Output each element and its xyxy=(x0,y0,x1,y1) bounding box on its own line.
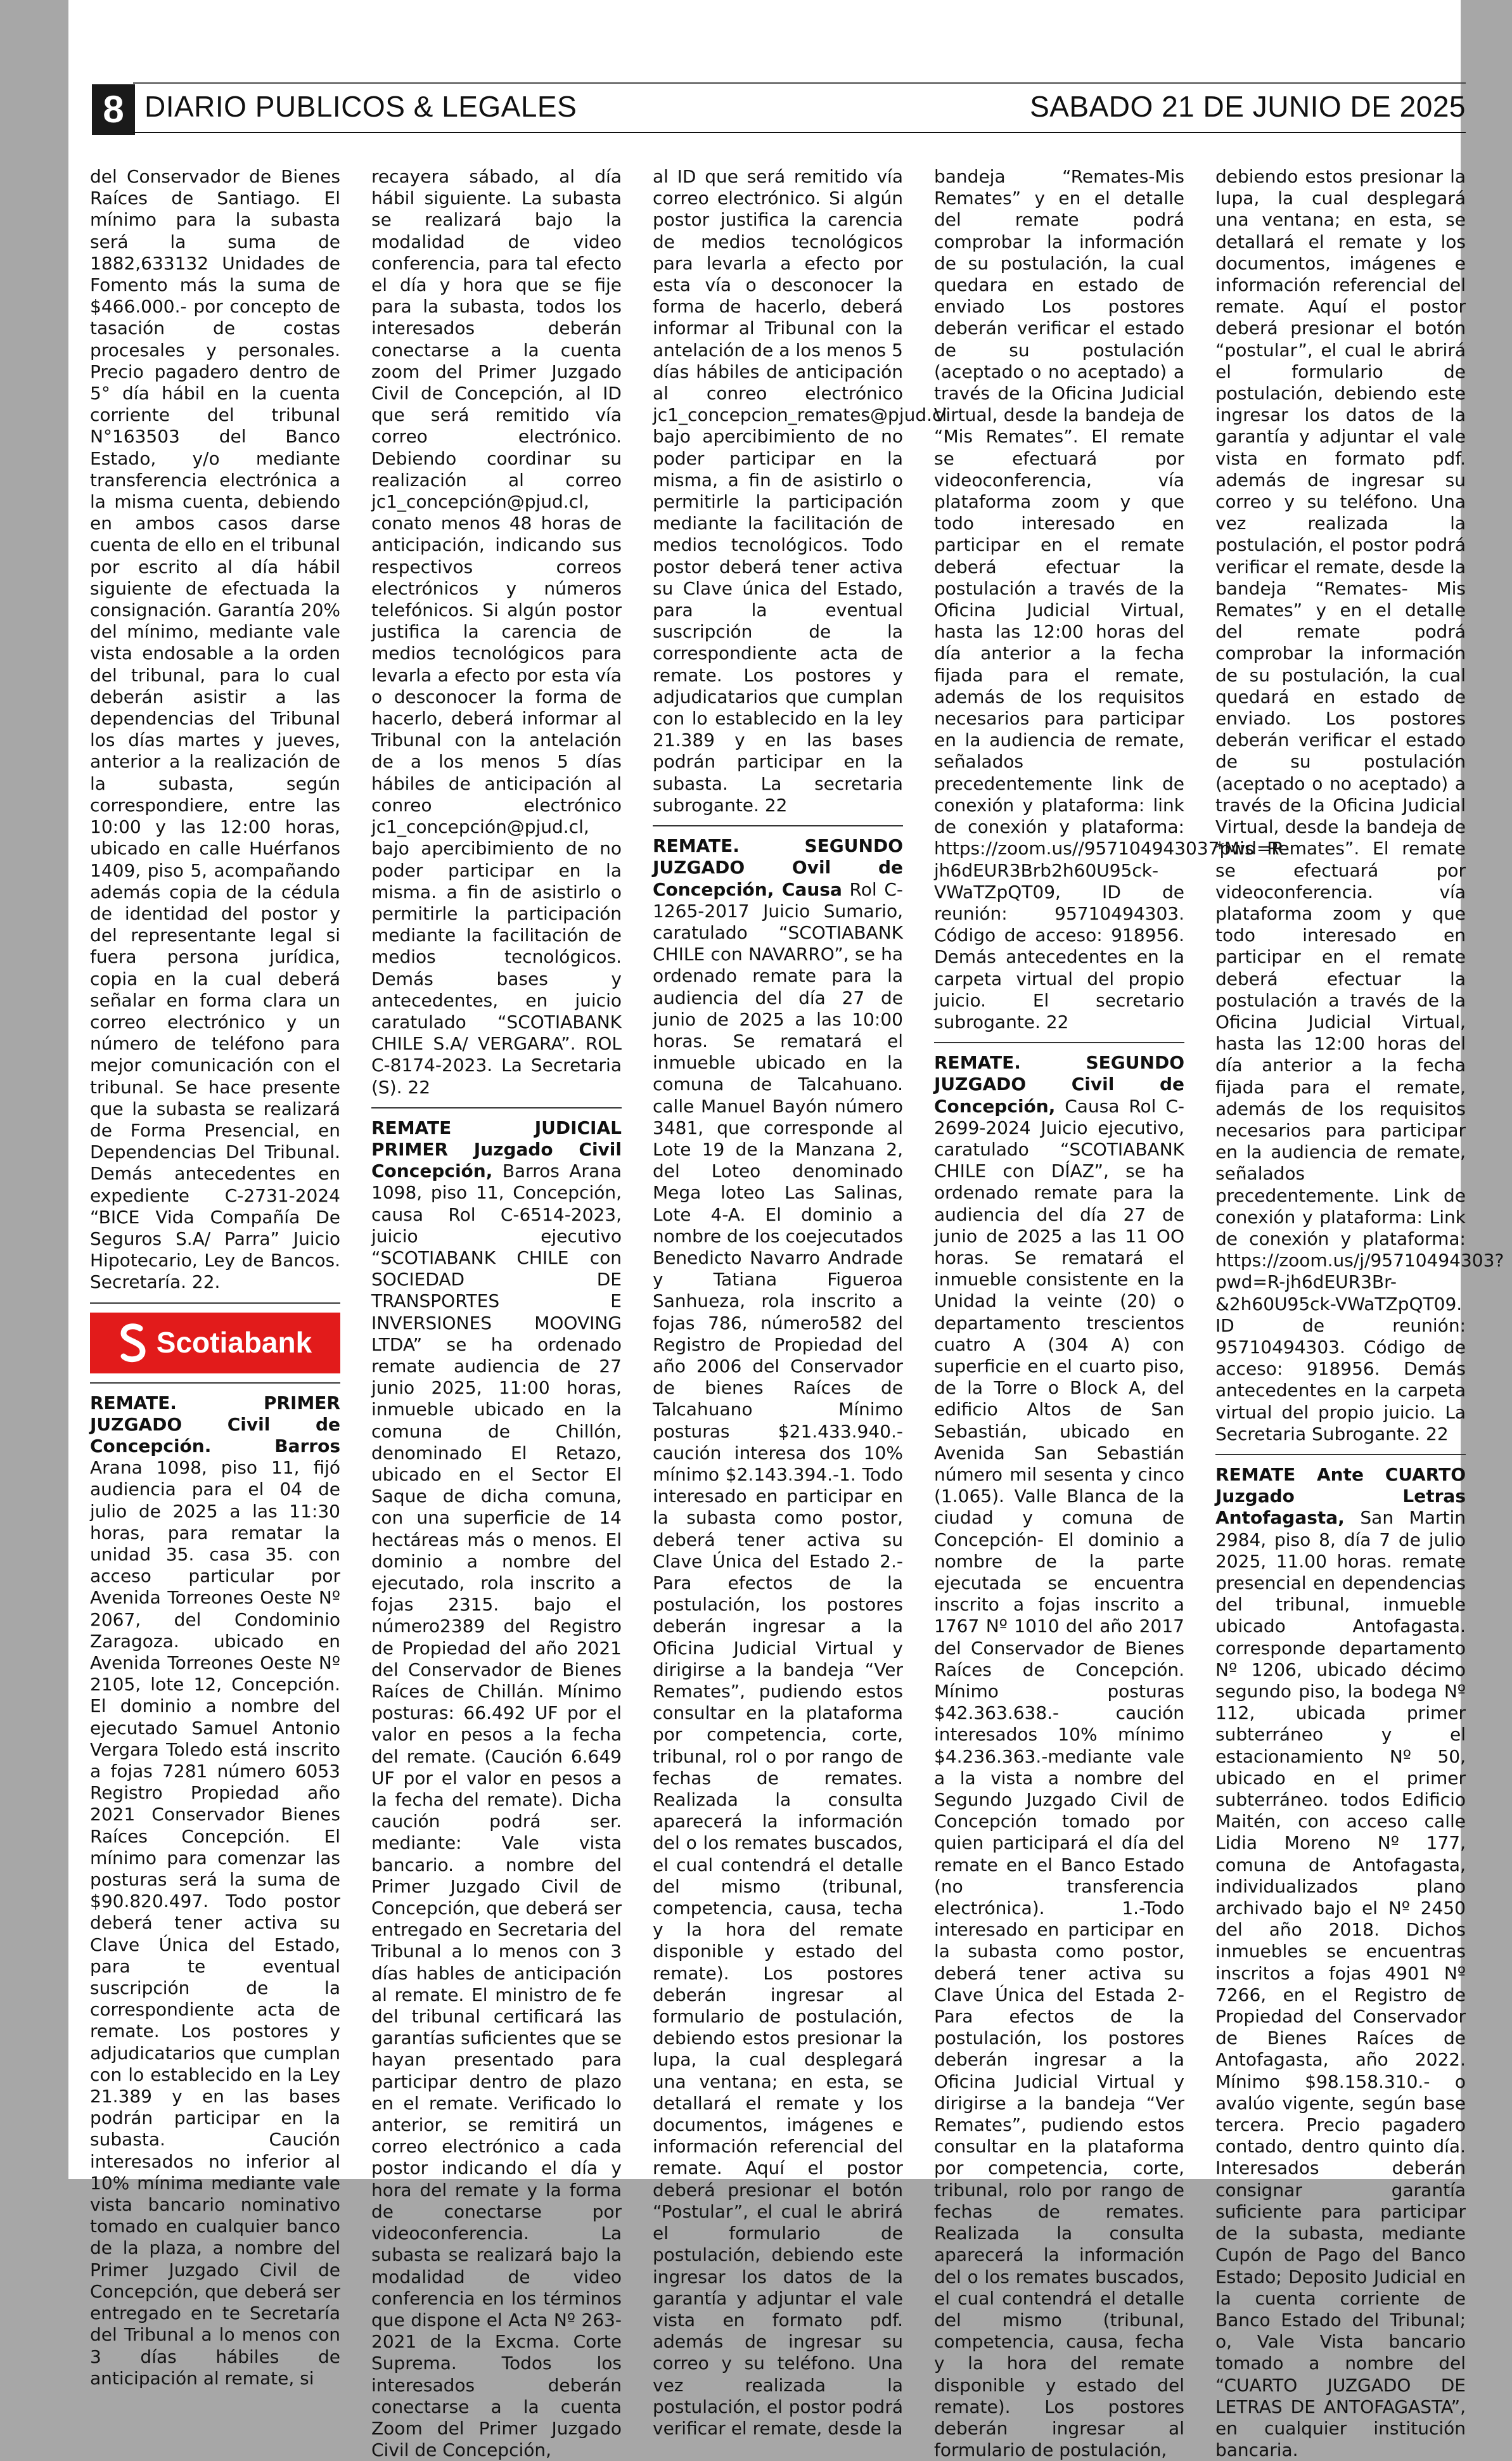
notice-text: recayera sábado, al día hábil siguiente. La subasta se realizará bajo la modalidad de video conferencia, para tal efecto el día y hora que se fije para la subasta, todos los interesados deberán conectarse a la cuenta zoom del Primer Juzgado Civil de Concepción, al ID que será remitido vía correo electrónico. Debiendo coordinar su realización al correo jc1_concepción@pjud.cl, conato menos 48 horas de anticipación, indicando sus respectivos correos electrónicos y números telefónicos. Si algún postor justifica la carencia de medios tecnológicos para levarla a efecto por esta vía o desconocer la forma de hacerlo, deberá informar al Tribunal con la antelación de a los menos 5 días hábiles de anticipación al conreo electrónico jc1_concepción@pjud.cl, bajo apercibimiento de no poder participar en la misma. a fin de asistirlo o permitirle la participación mediante la facilitación de medios tecnológicos. Demás bases y antecedentes, en juicio caratulado “SCOTIABANK CHILE S.A/ VERGARA”. ROL C-8174-2023. La Secretaria (S). 22 xyxy=(371,166,622,1098)
notice-heading: REMATE. SEGUNDO JUZGADO Ovil de Concepción, Causa xyxy=(653,835,903,900)
column-4 xyxy=(934,166,1290,2461)
notice-text: Barros Arana 1098, piso 11, Concepción, causa Rol C-6514-2023, juicio ejecutivo “SCOTIABANK CHILE con SOCIEDAD DE TRANSPORTES E INVERSIONES MOOVING LTDA” se ha ordenado remate audiencia de 27 junio 2025, 11:00 horas, inmueble ubicado en la comuna de Chillón, denominado El Retazo, ubicado en el Sector El Saque de dicha comuna, con una superficie de 14 hectáreas más o menos. El dominio a nombre del ejecutado, rola inscrito a fojas 2315. bajo el número2389 del Registro de Propiedad del año 2021 del Conservador de Bienes Raíces de Chillán. Mínimo posturas: 66.492 UF por el valor en pesos a la fecha del remate. (Caución 6.649 UF por el valor en pesos a la fecha del remate). Dicha caución podrá ser. mediante: Vale vista bancario. a nombre del Primer Juzgado Civil de Concepción, que deberá ser entregado en Secretaria del Tribunal a lo menos con 3 días hables de anticipación al remate. El ministro de fe del tribunal certificará las garantías suficientes que se hayan presentado para participar dentro de plazo en el remate. Verificado lo anterior, se remitirá un correo electrónico a cada postor indicando el día y hora del remate y la forma de conectarse por videoconferencia. La subasta se realizará bajo la modalidad de video conferencia en los términos que dispone el Acta Nº 263-2021 de la Excma. Corte Suprema. Todos los interesados deberán conectarse a la cuenta Zoom del Primer Juzgado Civil de Concepción, xyxy=(371,1160,622,2461)
page-number: 8 xyxy=(92,84,135,135)
notice-text: Causa Rol C-2699-2024 Juicio ejecutivo, caratulado “SCOTIABANK CHILE con DÍAZ”, se ha ordenado remate para la audiencia del día 27 de junio de 2025 a las 11 OO horas. Se rematará el inmueble consistente en la Unidad la veinte (20) o departamento trescientos cuatro A (304 A) con superficie en el cuarto piso, de la Torre o Block A, del edificio Altos de San Sebastián, ubicado en Avenida San Sebastián número mil sesenta y cinco (1.065). Valle Blanca de la ciudad y comuna de Concepción- El dominio a nombre de la parte ejecutada se encuentra inscrito a fojas inscrito a 1767 Nº 1010 del año 2017 del Conservador de Bienes Raíces de Concepción. Mínimo posturas $42.363.638.- caución interesados 10% mínimo $4.236.363.-mediante vale a la vista a nombre del Segundo Juzgado Civil de Concepción tomado por quien participará el día del remate en el Banco Estado (no transferencia electrónica). 1.-Todo interesado en participar en la subasta como postor, deberá tener activa su Clave Única del Estada 2-Para efectos de la postulación, los postores deberán ingresar a la Oficina Judicial Virtual y dirigirse a la bandeja “Ver Remates”, pudiendo estos consultar en la plataforma por competencia, corte, tribunal, rolo por rango de fechas de remates. Realizada la consulta aparecerá la información del o los remates buscados, el cual contendrá el detalle del mismo (tribunal, competencia, causa, fecha y la hora del remate disponible y estado del remate). Los postores deberán ingresar al formulario de postulación, xyxy=(934,1095,1184,2461)
notice-separator xyxy=(1215,1454,1466,1455)
notice-heading: REMATE. PRIMER JUZGADO Civil de Concepción. Barros xyxy=(90,1392,340,1456)
publication-name: DIARIO PUBLICOS & LEGALES xyxy=(144,90,577,123)
notice-text: bandeja “Remates-Mis Remates” y en el detalle del remate podrá comprobar la información de su postulación, la cual quedara en estado de enviado Los postores deberán verificar el estado de su postulación (aceptado o no aceptado) a través de la Oficina Judicial Virtual, desde la bandeja de “Mis Remates”. El remate se efectuará por videoconferencia, vía plataforma zoom y que todo interesado en participar en el remate deberá efectuar la postulación a través de la Oficina Judicial Virtual, hasta las 12:00 horas del día anterior a la fecha fijada para el remate, además de los requisitos necesarios para participar en la audiencia de remate, señalados precedentemente link de conexión y plataforma: link de conexión y plataforma: https://zoom.us//957104943037pwd=R-jh6dEUR3Brb2h60U95ck-VWaTZpQT09, ID de reunión: 95710494303. Código de acceso: 918956. Demás antecedentes en la carpeta virtual del propio juicio. El secretario subrogante. 22 xyxy=(934,166,1290,1032)
notice-text: Arana 1098, piso 11, fijó audiencia para el 04 de julio de 2025 a las 11:30 horas, para rematar la unidad 35. casa 35. con acceso particular por Avenida Torreones Oeste Nº 2067, del Condominio Zaragoza. ubicado en Avenida Torreones Oeste Nº 2105, lote 12, Concepción. El dominio a nombre del ejecutado Samuel Antonio Vergara Toledo está inscrito a fojas 7281 número 6053 Registro Propiedad año 2021 Conservador Bienes Raíces Concepción. El mínimo para comenzar las posturas será la suma de $90.820.497. Todo postor deberá tener activa su Clave Única del Estado, para te eventual suscripción de la correspondiente acta de remate. Los postores y adjudicatarios que cumplan con lo establecido en la Ley 21.389 y en las bases podrán participar en la subasta. Caución interesados no inferior al 10% mínima mediante vale vista bancario nominativo tomado en cualquier banco de la plaza, a nombre del Primer Juzgado Civil de Concepción, que deberá ser entregado en te Secretaría del Tribunal a lo menos con 3 días hábiles de anticipación al remate, si xyxy=(90,1457,340,2389)
scotiabank-logo-text: Scotiabank xyxy=(156,1326,312,1359)
notice-paragraph xyxy=(90,1392,340,2389)
publication-date: SABADO 21 DE JUNIO DE 2025 xyxy=(1030,90,1466,123)
notice-separator xyxy=(934,1042,1184,1043)
notice-paragraph xyxy=(371,1117,622,2461)
notice-heading: REMATE Ante CUARTO Juzgado Letras Antofagasta, xyxy=(1215,1463,1466,1529)
notice-separator xyxy=(371,1107,622,1108)
notice-text: Rol C-1265-2017 Juicio Sumario, caratulado “SCOTIABANK CHILE con NAVARRO”, se ha ordenado remate para la audiencia del día 27 de junio de 2025 a las 10:00 horas. Se rematará el inmueble ubicado en la comuna de Talcahuano. calle Manuel Bayón número 3481, que corresponde al Lote 19 de la Manzana 2, del Loteo denominado Mega loteo Las Salinas, Lote 4-A. El dominio a nombre de los coejecutados Benedicto Navarro Andrade y Tatiana Figueroa Sanhueza, rola inscrito a fojas 786, número582 del Registro de Propiedad del año 2006 del Conservador de bienes Raíces de Talcahuano Mínimo posturas $21.433.940.-caución interesa dos 10% mínimo $2.143.394.-1. Todo interesado en participar en la subasta como postor, deberá tener activa su Clave Única del Estado 2.- Para efectos de la postulación, los postores deberán ingresar a la Oficina Judicial Virtual y dirigirse a la bandeja “Ver Remates”, pudiendo estos consultar en la plataforma por competencia, corte, tribunal, rol o por rango de fechas de remates. Realizada la consulta aparecerá la información del o los remates buscados, el cual contendrá el detalle del mismo (tribunal, competencia, causa, techa y la hora del remate disponible y estado del remate). Los postores deberán ingresar al formulario de postulación, debiendo estos presionar la lupa, la cual desplegará una ventana; en esta, se detallará el remate y los documentos, imágenes e información referencial del remate. Aquí el postor deberá presionar el botón “Postular”, el cual le abrirá el formulario de postulación, debiendo este ingresar los datos de la garantía y adjuntar el vale vista en formato pdf. además de ingresar su correo y su teléfono. Una vez realizada la postulación, el postor podrá verificar el remate, desde la xyxy=(653,878,903,2439)
column-3 xyxy=(653,166,947,2439)
notice-text: San Martin 2984, piso 8, día 7 de julio 2025, 11.00 horas. remate presencial en dependencias del tribunal, inmueble ubicado Antofagasta. corresponde departamento Nº 1206, ubicado décimo segundo piso, la bodega Nº 112, ubicada primer subterráneo y el estacionamiento Nº 50, ubicado en el primer subterráneo. todos Edificio Maitén, con acceso calle Lidia Moreno Nº 177, comuna de Antofagasta, individualizados plano archivado bajo el Nº 2450 del año 2018. Dichos inmuebles se encuentras inscritos a fojas 4901 Nº 7266, en el Registro de Propiedad del Conservador de Bienes Raíces de Antofagasta, año 2022. Mínimo $98.158.310.- o avalúo vigente, según base tercera. Precio pagadero contado, dentro quinto día. Interesados deberán consignar garantía suficiente para participar de la subasta, mediante Cupón de Pago del Banco Estado; Deposito Judicial en la cuenta corriente de Banco Estado del Tribunal; o, Vale Vista bancario tomado a nombre del “CUARTO JUZGADO DE LETRAS DE ANTOFAGASTA”, en cualquier institución bancaria. xyxy=(1215,1507,1466,2461)
notice-separator xyxy=(90,1302,340,1304)
notice-text: debiendo estos presionar la lupa, la cual desplegará una ventana; en esta, se detallará el remate y los documentos, imágenes e información referencial del remate. Aquí el postor deberá presionar el botón “postular”, el cual le abrirá el formulario de postulación, debiendo este ingresar los datos de la garantía y adjuntar el vale vista en formato pdf. además de ingresar su correo y su teléfono. Una vez realizada la postulación, el postor podrá verificar el remate, desde la bandeja “Remates- Mis Remates” y en el detalle del remate podrá comprobar la información de su postulación, la cual quedará en estado de enviado. Los postores deberán verificar el estado de su postulación (aceptado o no aceptado) a través de la Oficina Judicial Virtual, desde la bandeja de *Mis Remates”. El remate se efectuará por videoconferencia. vía plataforma zoom y que todo interesado en participar en el remate deberá efectuar la postulación a través de la Oficina Judicial Virtual, hasta las 12:00 horas del día anterior a la fecha fijada para el remate, además de los requisitos necesarios para participar en la audiencia de remate, señalados precedentemente. Link de conexión y plataforma: Link de conexión y plataforma: https://zoom.us/j/95710494303?pwd=R-jh6dEUR3Br-&2h60U95ck-VWaTZpQT09. ID de reunión: 95710494303. Código de acceso: 918956. Demás antecedentes en la carpeta virtual del propio juicio. La Secretaria Subrogante. 22 xyxy=(1215,166,1504,1444)
scotiabank-logo xyxy=(90,1313,340,1373)
scotiabank-s-icon xyxy=(119,1323,148,1363)
header-rule xyxy=(133,132,1466,133)
notice-text: del Conservador de Bienes Raíces de Santiago. El mínimo para la subasta será la suma de 1882,633132 Unidades de Fomento más la suma de $466.000.- por concepto de tasación de costas procesales y personales. Precio pagadero dentro de 5° día hábil en la cuenta corriente del tribunal N°163503 del Banco Estado, y/o mediante transferencia electrónica a la misma cuenta, debiendo en ambos casos darse cuenta de ello en el tribunal por escrito al día hábil siguiente de efectuada la consignación. Garantía 20% del mínimo, mediante vale vista endosable a la orden del tribunal, para lo cual deberán asistir a las dependencias del Tribunal los días martes y jueves, anterior a la realización de la subasta, según correspondiere, entre las 10:00 y las 12:00 horas, ubicado en calle Huérfanos 1409, piso 5, acompañando además copia de la cédula de identidad del postor y del representante legal si fuera persona jurídica, copia en la cual deberá señalar en forma clara un correo electrónico y un número de teléfono para mejor comunicación con el tribunal. Se hace presente que la subasta se realizará de Forma Presencial, en Dependencias Del Tribunal. Demás antecedentes en expediente C-2731-2024 “BICE Vida Compañía De Seguros S.A/ Parra” Juicio Hipotecario, Ley de Bancos. Secretaría. 22. xyxy=(90,166,340,1293)
notice-paragraph xyxy=(653,835,903,2439)
column-1 xyxy=(90,166,340,2389)
column-5 xyxy=(1215,166,1504,2461)
notice-text: al ID que será remitido vía correo electrónico. Si algún postor justifica la carencia de medios tecnológicos para levarla a efecto por esta vía o desconocer la forma de hacerlo, deberá informar al Tribunal con la antelación de a los menos 5 días hábiles de anticipación al conreo electrónico jc1_concepcion_remates@pjud.cl bajo apercibimiento de no poder participar en la misma, a fin de asistirlo o permitirle la participación mediante la facilitación de medios tecnológicos. Todo postor deberá tener activa su Clave única del Estado, para la eventual suscripción de la correspondiente acta de remate. Los postores y adjudicatarios que cumplan con lo establecido en la ley 21.389 y en las bases podrán participar en la subasta. La secretaria subrogante. 22 xyxy=(653,166,947,816)
notice-separator xyxy=(653,825,903,826)
header-top-rule xyxy=(133,82,1466,84)
column-2 xyxy=(371,166,622,2461)
notice-paragraph xyxy=(1215,1464,1466,2461)
notice-heading: REMATE. SEGUNDO JUZGADO Civil de Concepción, xyxy=(934,1052,1184,1117)
notice-heading: REMATE JUDICIAL PRIMER Juzgado Civil Concepción, xyxy=(371,1117,622,1182)
notice-separator xyxy=(90,1382,340,1384)
notice-paragraph xyxy=(934,1052,1184,2461)
